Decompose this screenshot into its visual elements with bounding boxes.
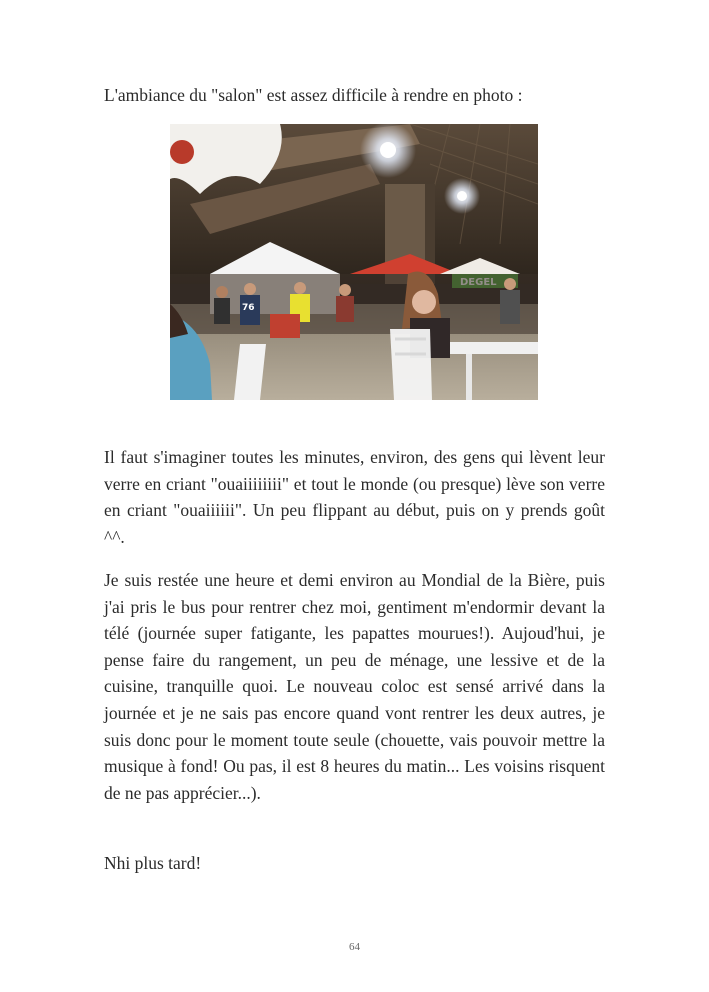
paragraph-3: Nhi plus tard!	[104, 853, 202, 873]
jersey-number: 76	[242, 303, 255, 313]
event-photo-drawing	[170, 124, 538, 400]
paragraph-1: Il faut s'imaginer toutes les minutes, environ, des gens qui lèvent leur verre en criant "ouaiiiiiiii" et tout le monde (ou presque) lève son verre en criant "ouaiiiiii". Un peu flippant au début, puis on y prends goût ^^.	[104, 447, 605, 547]
page-number: 64	[349, 941, 360, 953]
paragraph-2: Je suis restée une heure et demi environ au Mondial de la Bière, puis j'ai pris le bus pour rentrer chez moi, gentiment m'endormir devant la télé (journée super fatigante, les papattes mourues!). Aujoud'hui, je pense faire du rangement, un peu de ménage, une lessive et de la cuisine, tranquille quoi. Le nouveau coloc est sensé arrivé dans la journée et je ne sais pas encore quand vont rentrer les deux autres, je suis donc pour le moment toute seule (chouette, vais pouvoir mettre la musique à fond! Ou pas, il est 8 heures du matin... Les voisins risquent de ne pas apprécier...).	[104, 570, 605, 803]
event-photo	[170, 124, 538, 400]
intro-text: L'ambiance du "salon" est assez difficile à rendre en photo :	[104, 85, 523, 105]
